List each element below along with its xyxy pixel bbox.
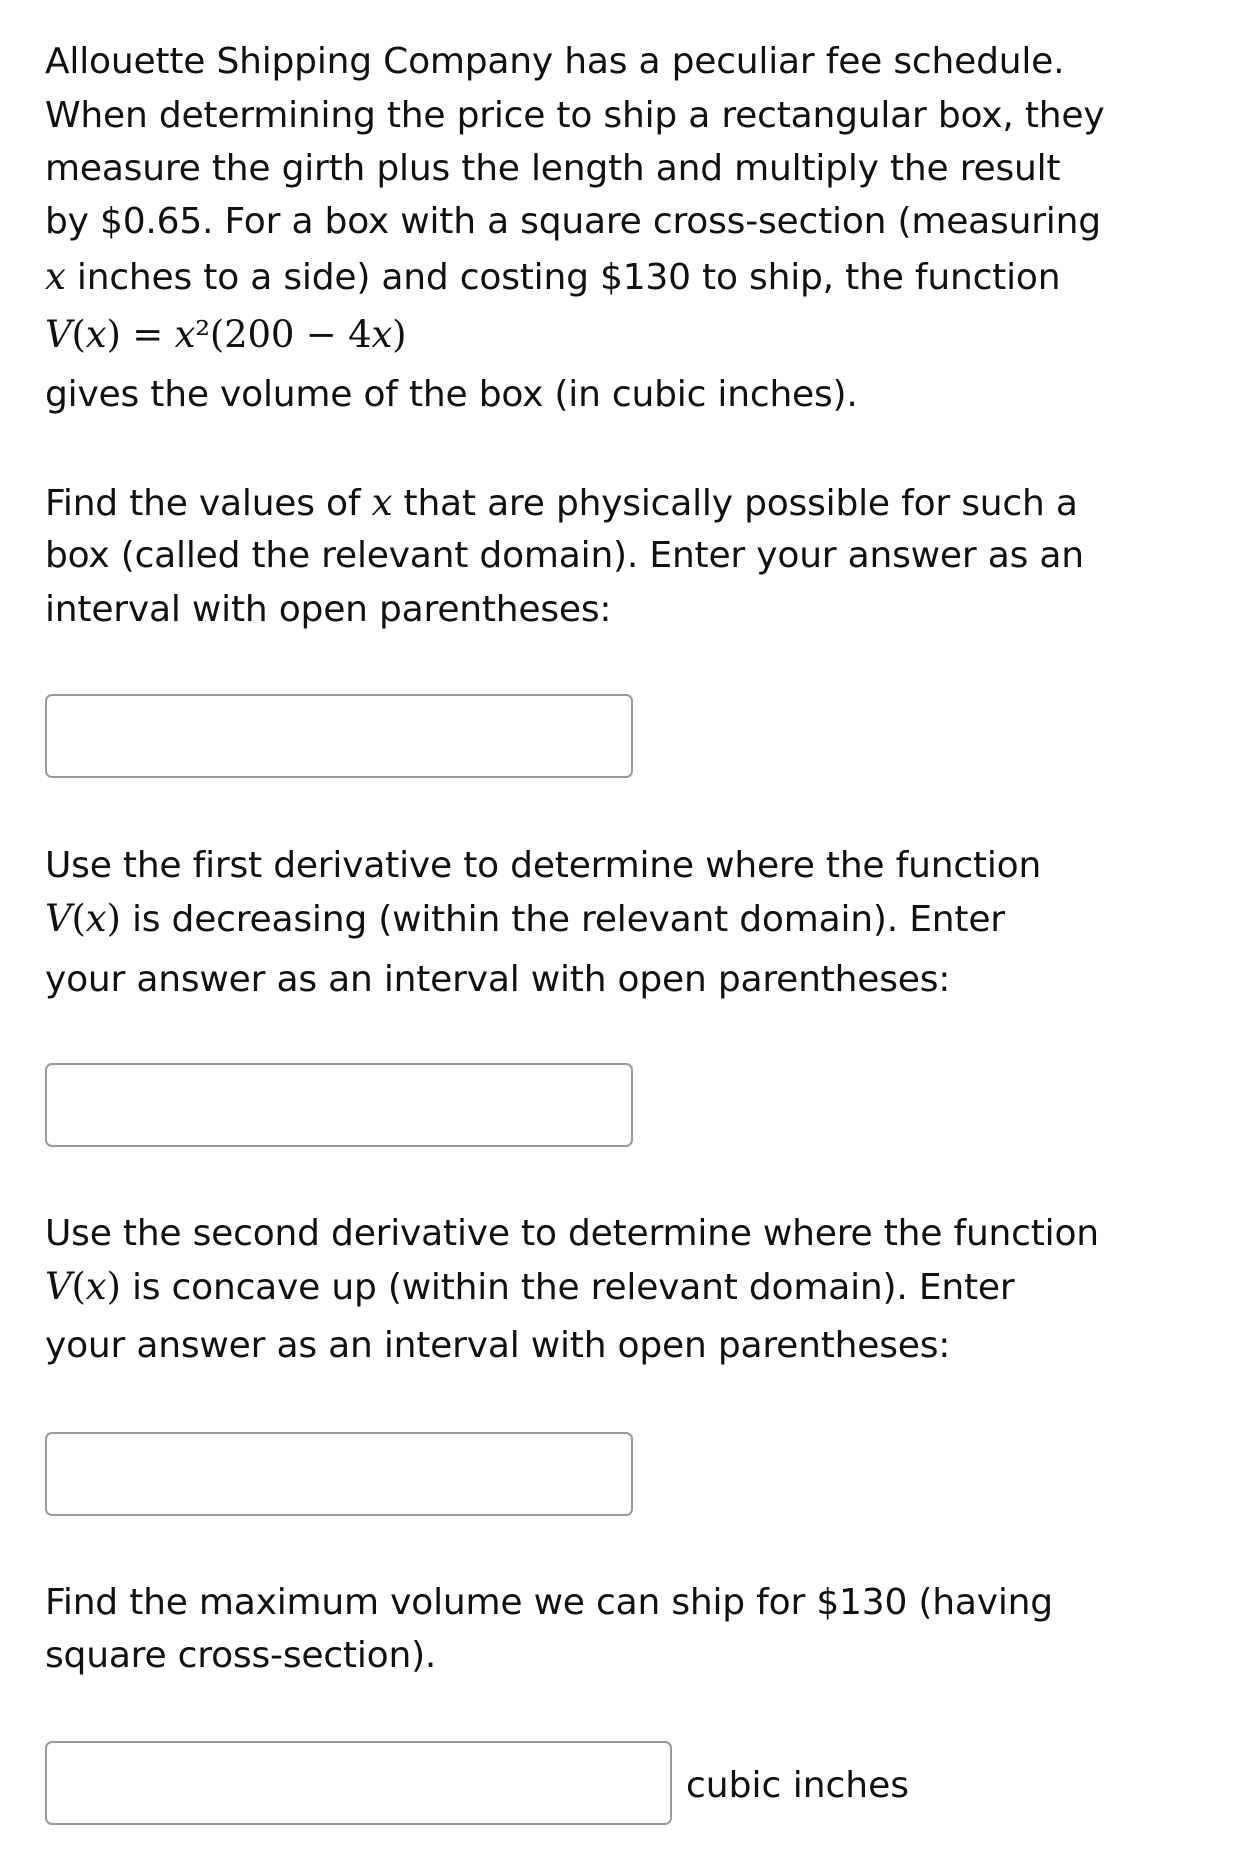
math-text: x xyxy=(45,255,66,298)
text-segment: gives the volume of the box (in cubic inches). xyxy=(45,374,858,415)
text-segment: your answer as an interval with open parentheses: xyxy=(45,959,951,1000)
math-text: ) = xyxy=(106,313,175,356)
text-segment: When determining the price to ship a rectangular box, they xyxy=(45,95,1105,136)
intro-paragraph-line xyxy=(45,35,1064,89)
math-text: x xyxy=(85,897,107,940)
intro-paragraph-line xyxy=(45,89,1104,143)
math-text: V xyxy=(45,313,72,356)
max-volume-question-line xyxy=(45,1629,436,1683)
decreasing-question-line xyxy=(45,953,950,1007)
text-segment: inches to a side) and costing $130 to ship, the function xyxy=(65,257,1061,298)
math-text: x xyxy=(174,313,196,356)
concave-up-interval-input[interactable] xyxy=(45,1432,633,1516)
math-text: x xyxy=(85,313,107,356)
concave-question-line xyxy=(45,1319,950,1373)
text-segment: Find the values of xyxy=(45,483,372,524)
domain-question-line xyxy=(45,583,611,637)
text-segment: Allouette Shipping Company has a peculiar fee schedule. xyxy=(45,41,1065,82)
domain-question-line xyxy=(45,529,1084,583)
text-segment: Use the second derivative to determine where the function xyxy=(45,1213,1099,1254)
math-text: x xyxy=(371,313,393,356)
math-text: ) xyxy=(106,897,121,940)
text-segment: is concave up (within the relevant domain). Enter xyxy=(120,1267,1015,1308)
math-text: x xyxy=(85,1265,107,1308)
text-segment: square cross-section). xyxy=(45,1635,437,1676)
text-segment: interval with open parentheses: xyxy=(45,589,612,630)
concave-question-line xyxy=(45,1260,1014,1314)
math-text: ²(200 − 4 xyxy=(195,313,372,356)
intro-paragraph-line xyxy=(45,250,1060,304)
decreasing-interval-input[interactable] xyxy=(45,1063,633,1147)
math-text: x xyxy=(371,481,393,524)
math-text: ) xyxy=(392,313,407,356)
math-text: ( xyxy=(71,313,86,356)
max-volume-input[interactable] xyxy=(45,1741,672,1825)
text-segment: that are physically possible for such a xyxy=(392,483,1078,524)
text-segment: your answer as an interval with open parentheses: xyxy=(45,1325,951,1366)
intro-paragraph-line xyxy=(45,308,406,362)
text-segment: measure the girth plus the length and multiply the result xyxy=(45,148,1061,189)
domain-question-line xyxy=(45,476,1078,530)
domain-answer-input[interactable] xyxy=(45,694,633,778)
text-segment: is decreasing (within the relevant domain). Enter xyxy=(120,899,1005,940)
text-segment: Find the maximum volume we can ship for $130 (having xyxy=(45,1582,1053,1623)
intro-paragraph-line xyxy=(45,368,858,422)
text-segment: box (called the relevant domain). Enter your answer as an xyxy=(45,535,1084,576)
max-volume-question-line xyxy=(45,1576,1053,1630)
text-segment: by $0.65. For a box with a square cross-section (measuring xyxy=(45,201,1101,242)
intro-paragraph-line xyxy=(45,195,1101,249)
math-text: ( xyxy=(71,1265,86,1308)
unit-label: cubic inches xyxy=(686,1765,910,1806)
decreasing-question-line xyxy=(45,839,1041,893)
math-text: V xyxy=(45,1265,72,1308)
math-text: ) xyxy=(106,1265,121,1308)
intro-paragraph-line xyxy=(45,142,1060,196)
text-segment: Use the first derivative to determine where the function xyxy=(45,845,1042,886)
math-text: V xyxy=(45,897,72,940)
math-text: ( xyxy=(71,897,86,940)
decreasing-question-line xyxy=(45,892,1005,946)
concave-question-line xyxy=(45,1207,1099,1261)
